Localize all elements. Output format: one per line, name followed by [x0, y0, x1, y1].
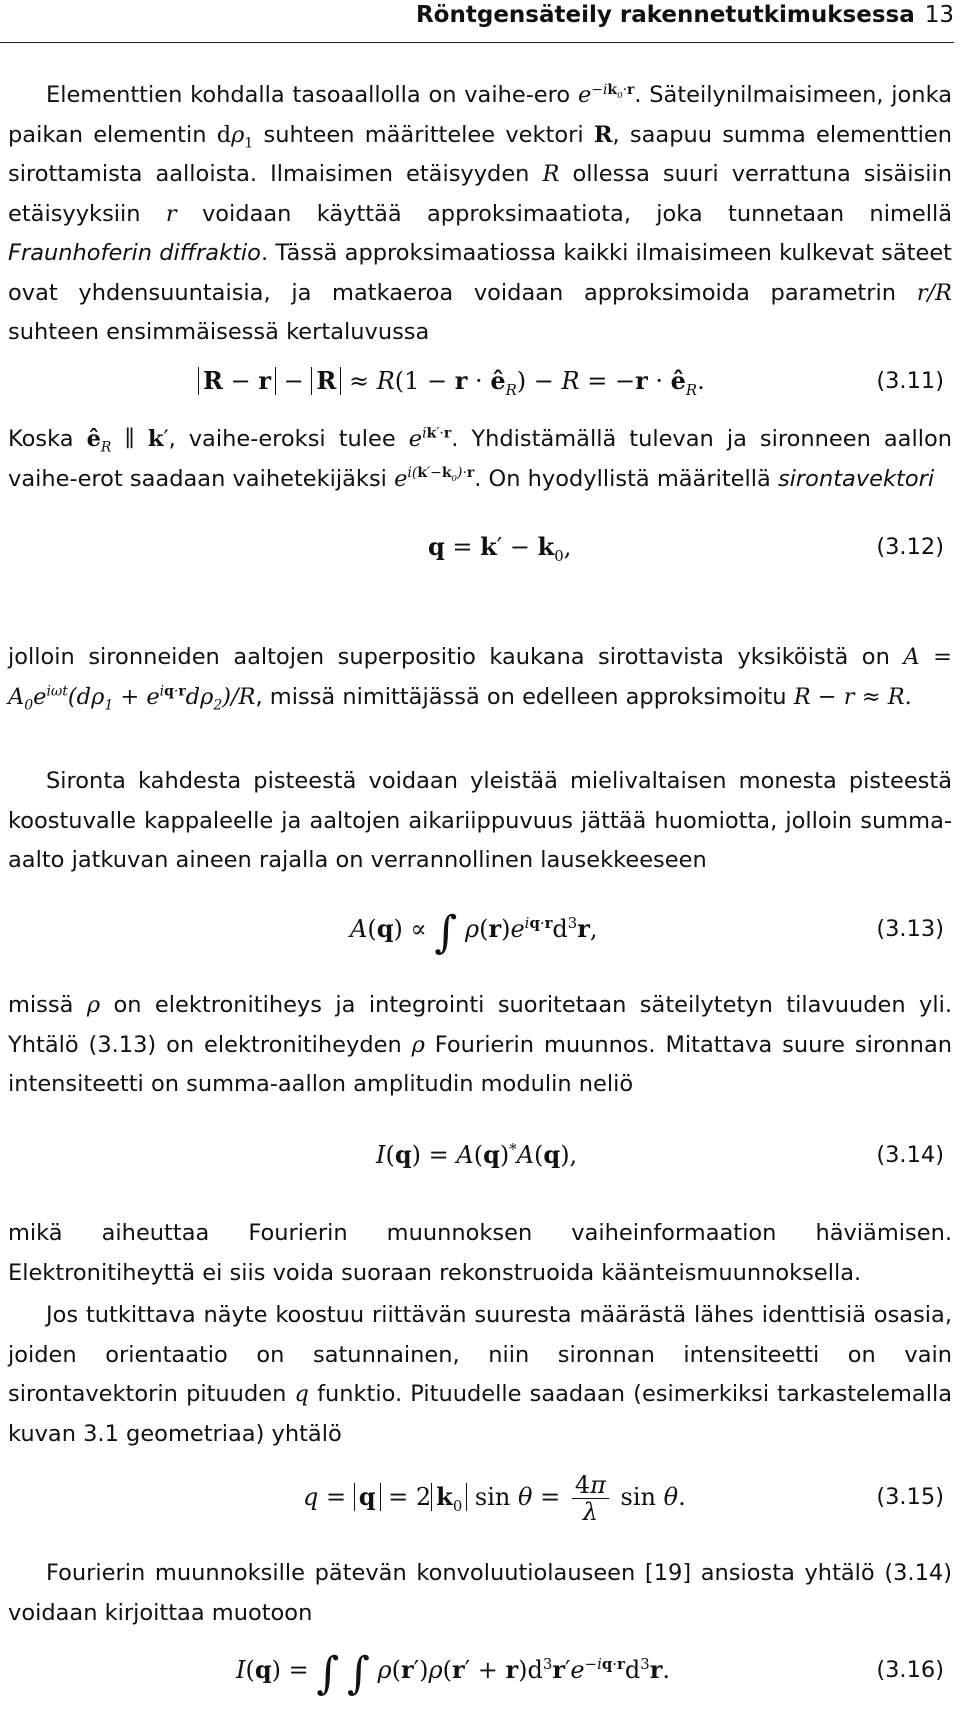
paragraph-phase-loss: mikä aiheuttaa Fourierin muunnoksen vaiheinformaation häviämisen. Elektronitiheyttä ei siis voida suoraan rekonstruoida käänteismuunnoksella.: [8, 1220, 952, 1286]
equation-3-12: $q = k' - k_0$, (3.12): [8, 522, 952, 572]
inline-math: $e^{-ik_0\cdot r}$: [577, 81, 635, 108]
inline-math: r/R: [916, 279, 952, 306]
emphasis-term: sirontavektori: [777, 465, 935, 492]
equation-number: (3.16): [876, 1657, 944, 1683]
paragraph-fraunhofer: Elementtien kohdalla tasoaallolla on vaihe-ero $e^{-ik_0\cdot r}$. Säteilynilmaisimeen, jonka paikan elementin $d\rho_1$ suhteen määrittelee vektori R, saapuu summa elementtien sirottamista aalloista. Ilmaisimen etäisyyden R ollessa suuri verrattuna sisäisiin etäisyyksiin r voidaan käyttää approksimaatiota, joka tunnetaan nimellä Fraunhoferin diffraktio. Tässä approksimaatiossa kaikki ilmaisimeen kulkevat säteet ovat yhdensuuntaisia, ja matkaeroa voidaan approksimoida parametrin r/R suhteen ensimmäisessä kertaluvussa: [8, 81, 953, 345]
inline-math: R − r ≈ R.: [793, 683, 912, 710]
inline-math: $e^{i(k'-k_0)\cdot r}$: [394, 465, 475, 492]
equation-3-13: A(q) ∝ ∫ $\rho(r)e^{iq\cdot r}d^3r$, (3.13): [8, 904, 952, 954]
inline-math: $ê_R$ ∥ k′: [86, 426, 169, 456]
paragraph-density: missä ρ on elektronitiheys ja integrointi suoritetaan säteilytetyn tilavuuden yli. Yhtälö (3.13) on elektronitiheyden ρ Fourierin muunnos. Mitattava suure sironnan intensiteetti on summa-aallon amplitudin modulin neliö: [8, 992, 952, 1097]
inline-math: R: [593, 121, 613, 148]
inline-math: $A = A_0e^{i\omega t}(d\rho_1 + e^{iq\cdot r}d\rho_2)/R$: [8, 644, 952, 713]
inline-math: ρ: [86, 992, 101, 1018]
paragraph-superposition: jolloin sironneiden aaltojen superpositio kaukana sirottavista yksiköistä on $A = A_0e^{i\omega t}(d\rho_1 + e^{iq\cdot r}d\rho_2)/R$, missä nimittäjässä on edelleen approksimoitu R − r ≈ R.: [8, 644, 952, 713]
equation-3-14: I(q) = A(q)*A(q), (3.14): [8, 1130, 952, 1180]
inline-math: $e^{ik'\cdot r}$: [408, 425, 452, 452]
equation-number: (3.15): [876, 1484, 944, 1510]
equation-number: (3.13): [876, 916, 944, 942]
equation-3-15: q = q = 2 $k_0$ sin θ = $\frac{4\pi}{\lambda}$ sin θ. (3.15): [8, 1466, 952, 1528]
paragraph-continuous: Sironta kahdesta pisteestä voidaan yleistää mielivaltaisen monesta pisteestä koostuvalle kappaleelle ja aaltojen aikariippuvuus jättää huomiotta, jolloin summa-aalto jatkuvan aineen rajalla on verrannollinen lausekkeeseen: [8, 768, 952, 873]
equation-3-16: I(q) = ∫ ∫ $\rho(r')\rho(r' + r)d^3r'e^{-iq\cdot r}d^3r$. (3.16): [8, 1642, 952, 1698]
running-header: [0, 0, 954, 43]
inline-math: $d\rho_1$: [216, 121, 254, 151]
equation-number: (3.11): [876, 368, 944, 394]
equation-number: (3.14): [876, 1142, 944, 1168]
paragraph-phase: Koska $ê_R$ ∥ k′, vaihe-eroksi tulee $e^{ik'\cdot r}$. Yhdistämällä tulevan ja sironneen aallon vaihe-erot saadaan vaihetekijäksi $e^{i(k'-k_0)\cdot r}$. On hyodyllistä määritellä sirontavektori: [8, 425, 952, 492]
page-number: 13: [924, 2, 954, 28]
inline-math: R: [542, 161, 560, 187]
inline-math: r: [165, 200, 177, 227]
inline-math: ρ: [411, 1031, 425, 1058]
paragraph-convolution: Fourierin muunnoksille pätevän konvoluutiolauseen [19] ansiosta yhtälö (3.14) voidaan kirjoittaa muotoon: [8, 1560, 952, 1626]
equation-3-11: $R - r - R \approx R(1 - r \cdot ê_R) - R = -r$ · $ê_R$. (3.11): [8, 356, 952, 406]
equation-number: (3.12): [876, 534, 944, 560]
inline-math: q: [294, 1381, 309, 1407]
header-title: Röntgensäteily rakennetutkimuksessa: [415, 2, 915, 28]
paragraph-orientation: Jos tutkittava näyte koostuu riittävän suuresta määrästä lähes identtisiä osasia, joiden orientaatio on satunnainen, niin sironnan intensiteetti on vain sirontavektorin pituuden q funktio. Pituudelle saadaan (esimerkiksi tarkastelemalla kuvan 3.1 geometriaa) yhtälö: [8, 1302, 952, 1447]
emphasis-term: Fraunhoferin diffraktio: [8, 240, 261, 266]
